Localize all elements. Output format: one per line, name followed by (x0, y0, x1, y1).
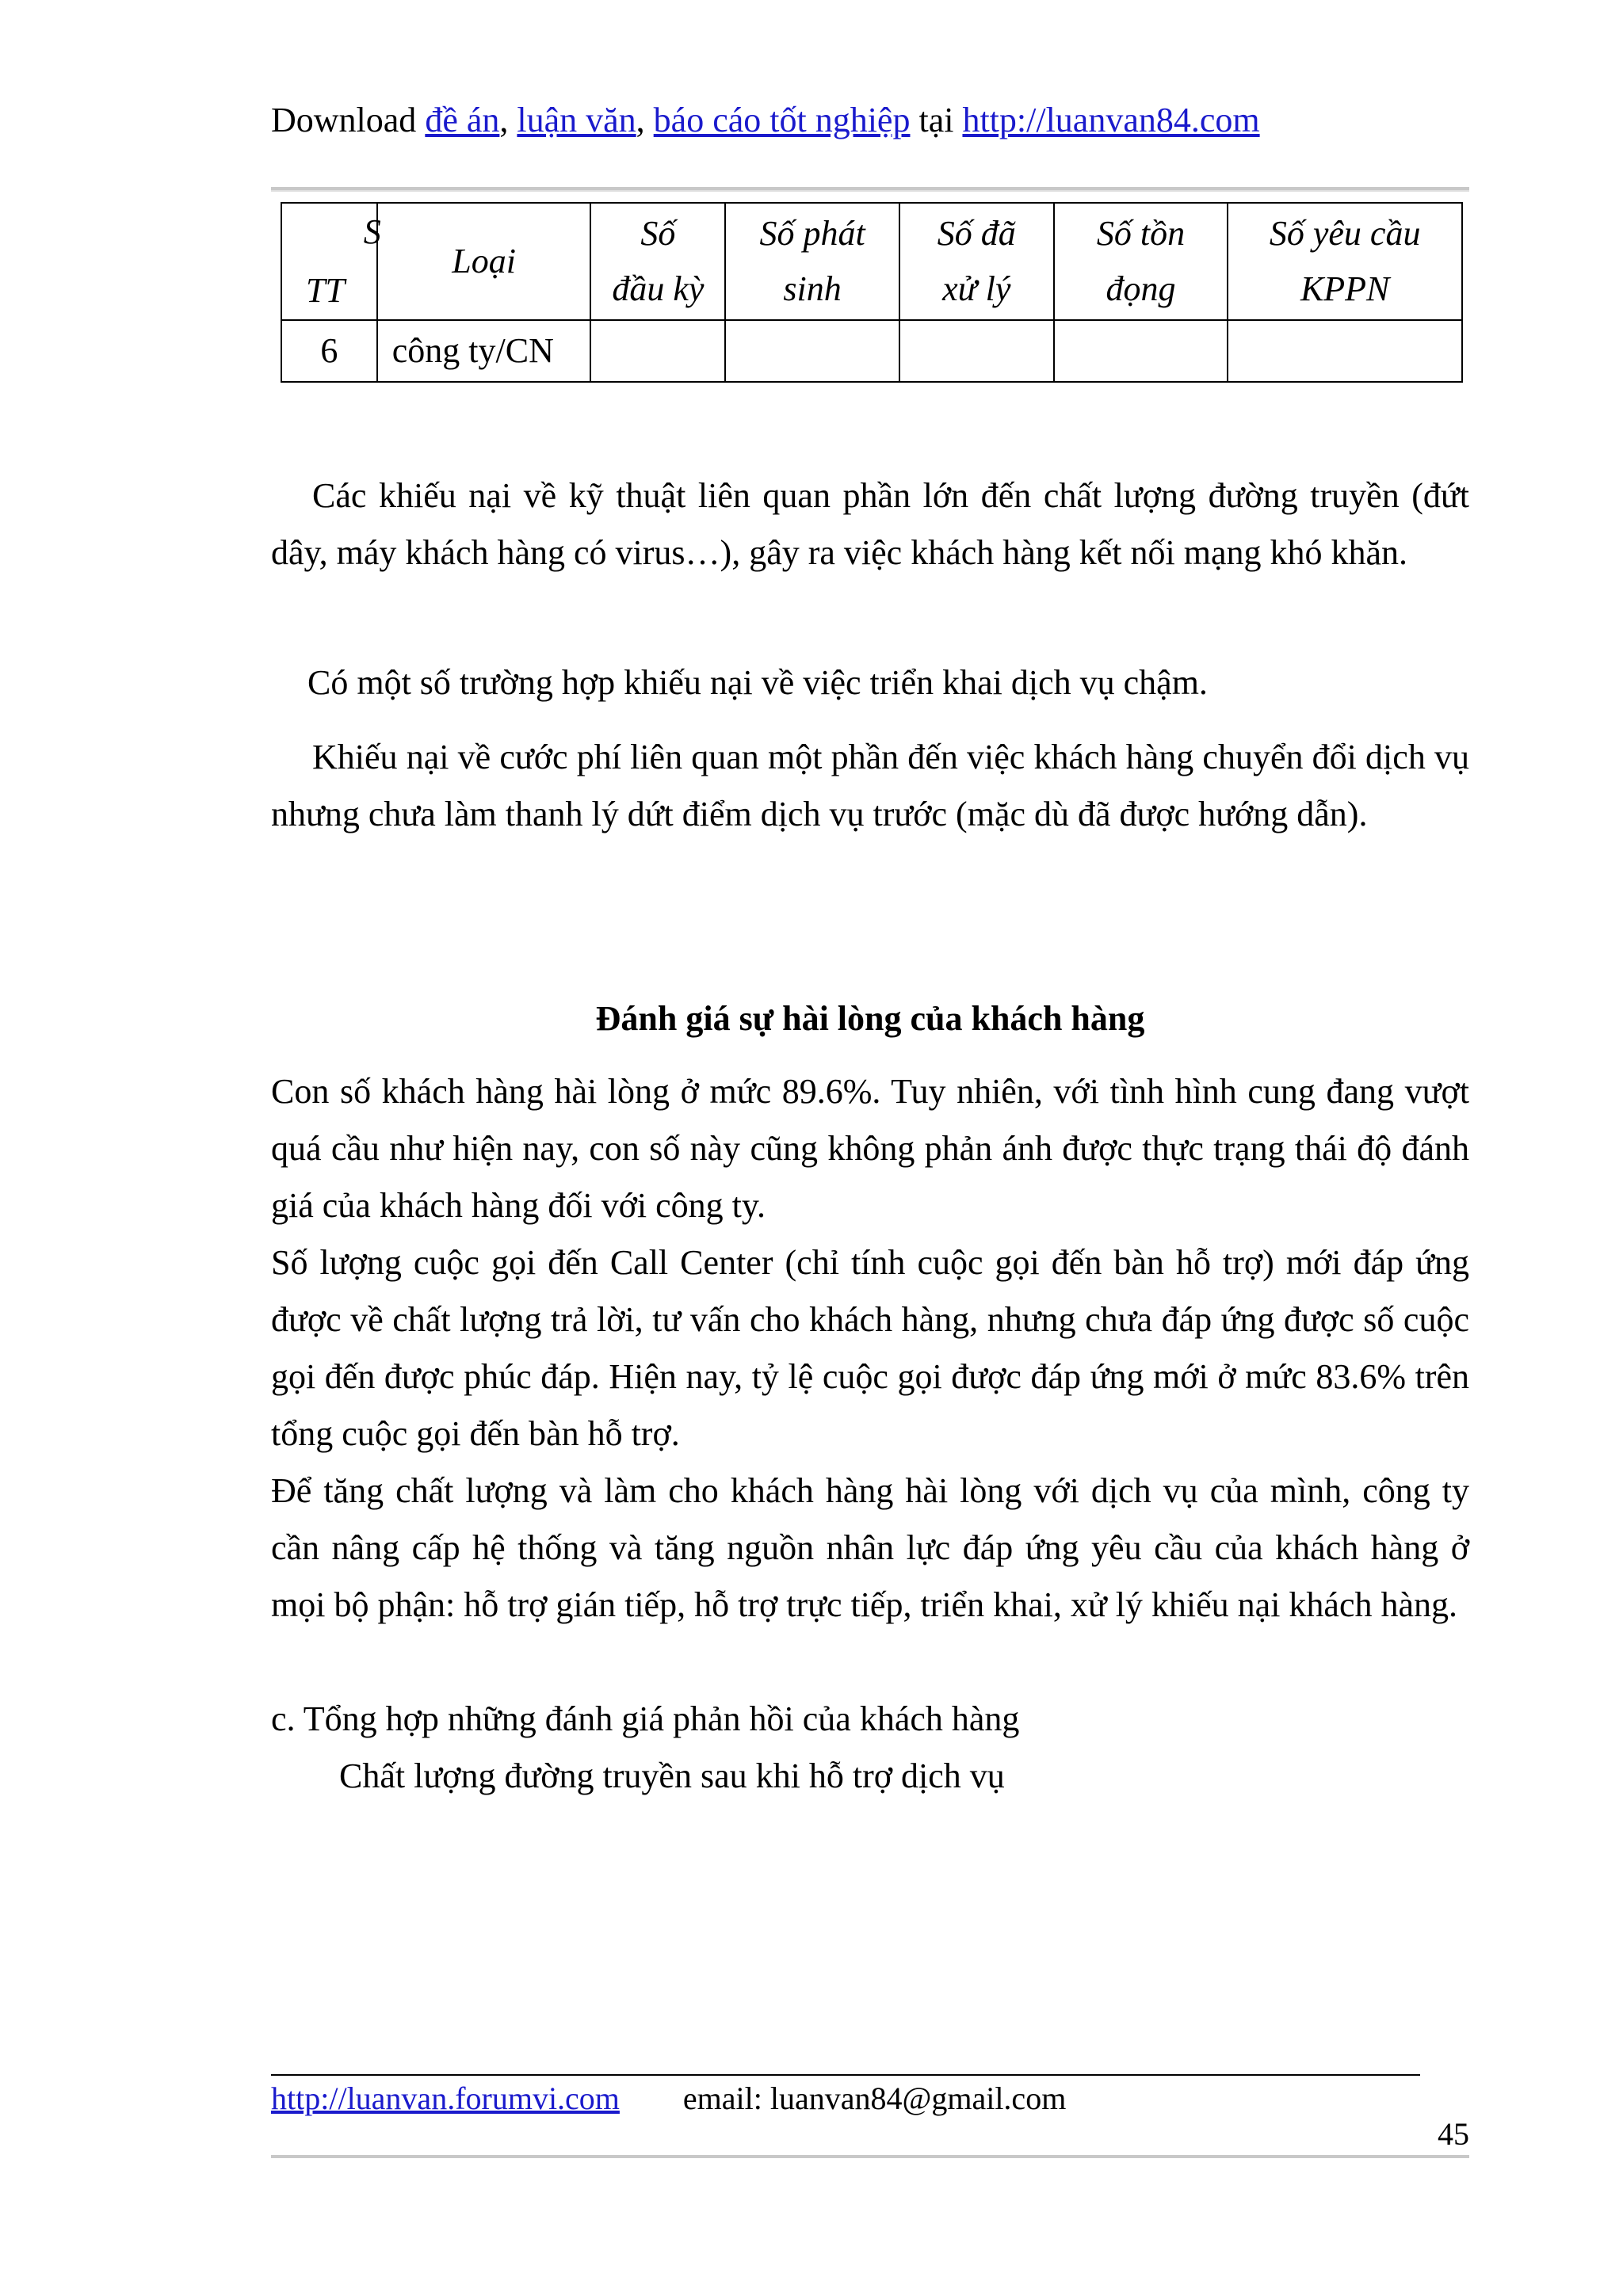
header-so-yeu-cau-kppn (1228, 203, 1462, 320)
link-luanvan84[interactable]: http://luanvan84.com (962, 101, 1260, 139)
footer (271, 2077, 1066, 2120)
bottom-divider (271, 2155, 1469, 2158)
header-prefix: Download (271, 101, 426, 139)
complaint-table (281, 202, 1463, 383)
header-sep-2: , (636, 101, 654, 139)
header-mid: tại (910, 101, 963, 139)
download-header (271, 97, 1260, 144)
cell-so-da-xu-ly (899, 320, 1054, 382)
paragraph-improvement: Để tăng chất lượng và làm cho khách hàng hài lòng với dịch vụ của mình, công ty cần nâng cấp hệ thống và tăng nguồn nhân lực đáp ứng yêu cầu của khách hàng ở mọi bộ phận: hỗ trợ gián tiếp, hỗ trợ trực tiếp, triển khai, xử lý khiếu nại khách hàng. (271, 1471, 1469, 1624)
header-so-dau-ky-line1: Số (640, 214, 676, 253)
cell-so-ton-dong (1054, 320, 1228, 382)
section-heading: Đánh giá sự hài lòng của khách hàng (595, 999, 1145, 1038)
header-divider (271, 187, 1469, 192)
header-stt (281, 203, 381, 320)
header-so-da-xu-ly-line2: xử lý (942, 269, 1011, 308)
paragraph-technical-complaints: Các khiếu nại về kỹ thuật liên quan phần lớn đến chất lượng đường truyền (đứt dây, máy khách hàng có virus…), gây ra việc khách hàng kết nối mạng khó khăn. (271, 476, 1469, 572)
paragraph-section-c: c. Tổng hợp những đánh giá phản hồi của khách hàng (271, 1699, 1020, 1738)
cell-so-phat-sinh (725, 320, 899, 382)
page-number: 45 (1438, 2116, 1469, 2152)
header-stt-tt: TT (306, 271, 345, 310)
header-so-ton-dong-line2: đọng (1106, 269, 1176, 308)
header-so-phat-sinh (725, 203, 899, 320)
link-luan-van[interactable]: luận văn (517, 101, 636, 139)
header-so-yeu-cau-line2: KPPN (1300, 269, 1390, 308)
paragraph-fee-complaints: Khiếu nại về cước phí liên quan một phần đến việc khách hàng chuyển đổi dịch vụ nhưng chưa làm thanh lý dứt điểm dịch vụ trước (mặc dù đã được hướng dẫn). (271, 738, 1469, 833)
paragraph-line-quality: Chất lượng đường truyền sau khi hỗ trợ dịch vụ (339, 1756, 1005, 1795)
footer-email: email: luanvan84@gmail.com (682, 2081, 1067, 2116)
header-so-da-xu-ly-line1: Số đã (937, 214, 1016, 253)
header-so-da-xu-ly (899, 203, 1054, 320)
link-bao-cao-tot-nghiep[interactable]: báo cáo tốt nghiệp (653, 101, 911, 139)
footer-divider (271, 2074, 1420, 2076)
paragraph-call-center: Số lượng cuộc gọi đến Call Center (chỉ tính cuộc gọi đến bàn hỗ trợ) mới đáp ứng được về chất lượng trả lời, tư vấn cho khách hàng, nhưng chưa đáp ứng được số cuộc gọi đến được phúc đáp. Hiện nay, tỷ lệ cuộc gọi được đáp ứng mới ở mức 83.6% trên tổng cuộc gọi đến bàn hỗ trợ. (271, 1243, 1469, 1453)
cell-loai: công ty/CN (377, 320, 591, 382)
header-so-ton-dong (1054, 203, 1228, 320)
paragraph-satisfaction-rate: Con số khách hàng hài lòng ở mức 89.6%. Tuy nhiên, với tình hình cung đang vượt quá cầu như hiện nay, con số này cũng không phản ánh được thực trạng thái độ đánh giá của khách hàng đối với công ty. (271, 1072, 1469, 1225)
cell-so-yeu-cau (1228, 320, 1462, 382)
footer-forum-link[interactable]: http://luanvan.forumvi.com (271, 2081, 620, 2116)
header-so-phat-sinh-line1: Số phát (759, 214, 865, 253)
cell-stt: 6 (281, 320, 377, 382)
header-stt-s: S (363, 212, 381, 251)
header-loai: Loại (377, 203, 591, 320)
paragraph-slow-deployment: Có một số trường hợp khiếu nại về việc triển khai dịch vụ chậm. (307, 663, 1208, 702)
header-so-dau-ky (590, 203, 725, 320)
cell-so-dau-ky (590, 320, 725, 382)
header-so-phat-sinh-line2: sinh (783, 269, 842, 308)
header-so-dau-ky-line2: đầu kỳ (612, 269, 705, 308)
table-header-row (281, 203, 1462, 320)
header-so-yeu-cau-line1: Số yêu cầu (1269, 214, 1421, 253)
header-sep-1: , (499, 101, 517, 139)
link-de-an[interactable]: đề án (425, 101, 500, 139)
header-so-ton-dong-line1: Số tồn (1096, 214, 1186, 253)
table-row (281, 320, 1462, 382)
